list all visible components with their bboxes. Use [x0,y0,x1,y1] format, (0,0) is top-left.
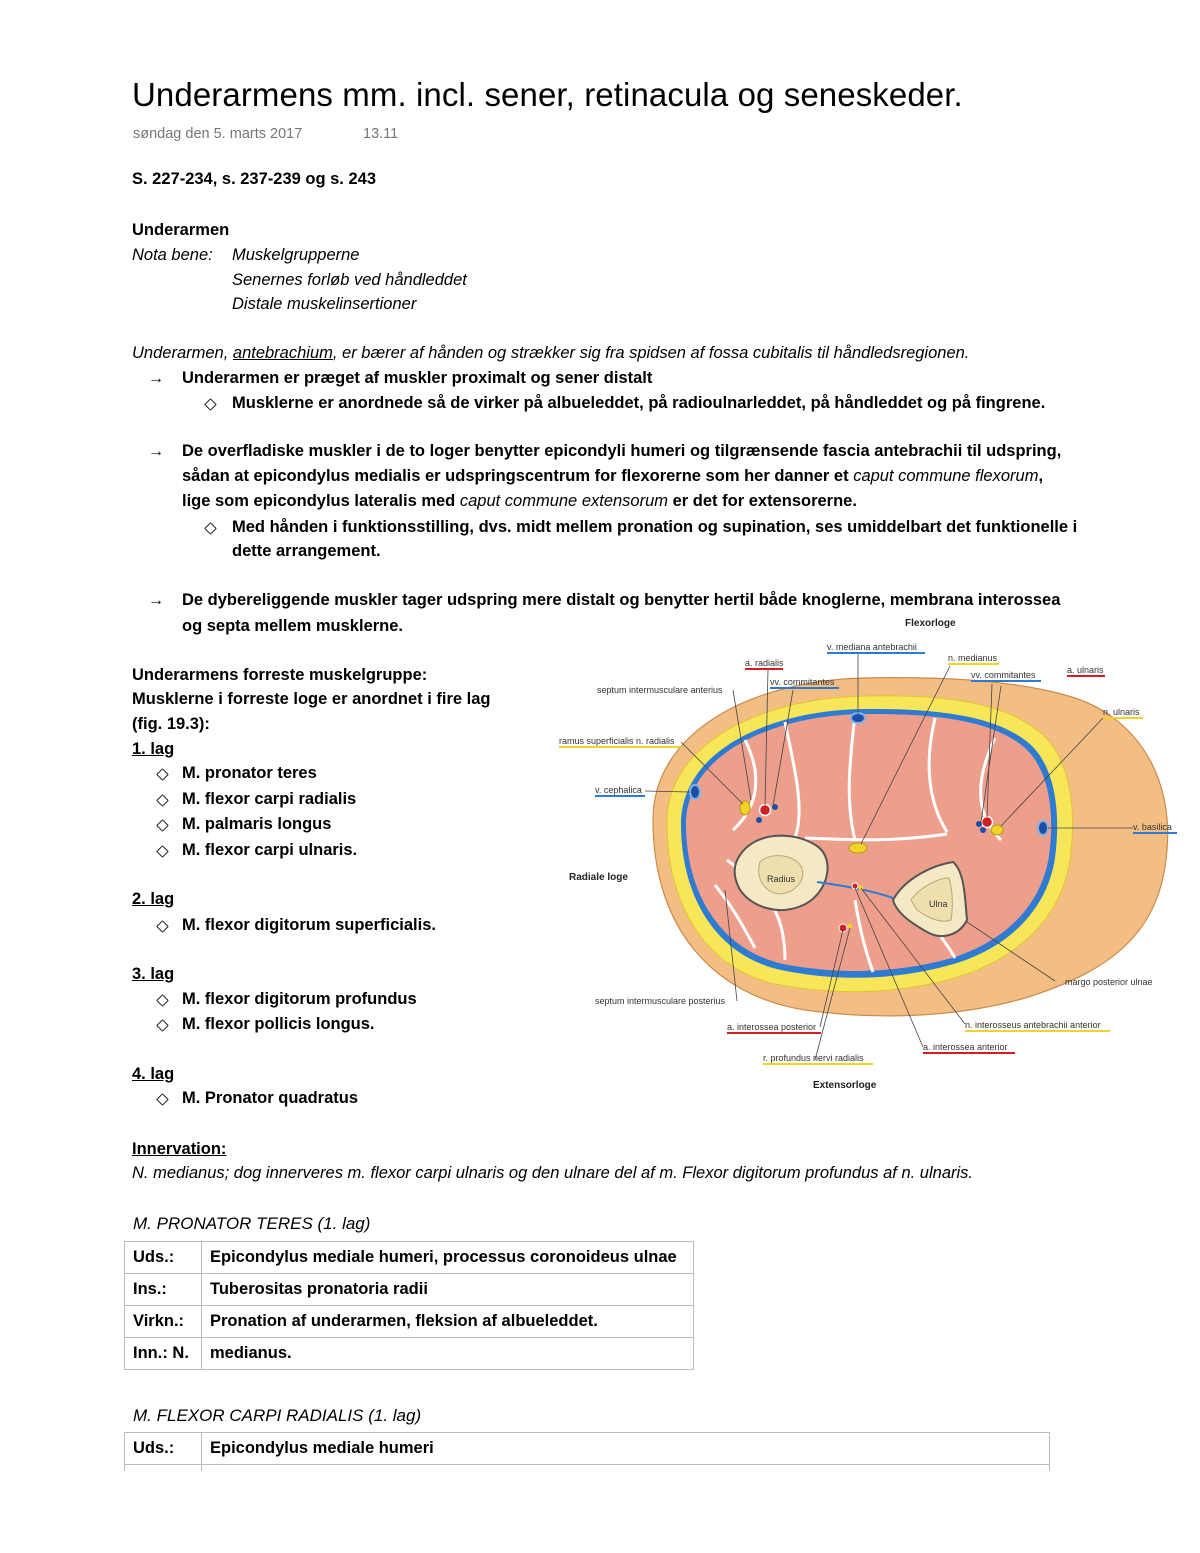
diamond-bullet-icon [156,1093,169,1106]
bullet-text: Underarmen er præget af muskler proximalt og sener distalt [182,369,653,387]
forearm-cross-section-figure [555,610,1185,1100]
nota-label: Nota bene: [132,246,213,264]
table-row [125,1433,1050,1465]
diamond-bullet-icon [156,819,169,832]
intro-post: , er bærer af hånden og strækker sig fra spidsen af fossa cubitalis til håndledsregionen. [332,344,970,362]
arrow-bullet-icon: → [148,592,164,609]
layer-label: 3. lag [132,965,175,983]
label-a-ulnaris: a. ulnaris [1067,665,1104,675]
n-ulnaris-nerve [991,825,1003,835]
bullet-text: De dybereliggende muskler tager udspring mere distalt og benytter hertil både knoglerne, membrana interossea [182,591,1061,609]
ramus-superficialis-nerve [740,801,750,815]
intro-pre: Underarmen, [132,344,233,362]
diamond-bullet-icon [156,920,169,933]
group-text: Musklerne i forreste loge er anordnet i fire lag [132,690,491,708]
innervation-heading: Innervation: [132,1140,227,1158]
table-row [125,1242,694,1274]
layer-item: M. flexor carpi ulnaris. [182,841,358,859]
table-heading: M. FLEXOR CARPI RADIALIS (1. lag) [133,1406,422,1425]
page-title: Underarmens mm. incl. sener, retinacula og seneskeder. [132,76,963,113]
table-value: Pronation af underarmen, fleksion af albueleddet. [202,1306,694,1338]
diamond-bullet-icon [156,845,169,858]
arrow-bullet-icon: → [148,443,164,460]
bullet-text-part: , [1038,467,1044,485]
table-value: Epicondylus mediale humeri [202,1433,1050,1465]
sub-bullet-text: dette arrangement. [232,542,381,560]
intro-term: antebrachium [232,344,333,362]
page-references: S. 227-234, s. 237-239 og s. 243 [132,170,376,188]
table-key: Uds.: [125,1242,202,1274]
v-cephalica-vessel [690,785,700,799]
layer-item: M. flexor digitorum superficialis. [182,916,436,934]
ulna-label: Ulna [929,899,948,909]
diamond-bullet-icon [156,794,169,807]
table-cell-empty [125,1465,202,1472]
label-flexorloge: Flexorloge [905,618,956,629]
label-a-radialis: a. radialis [745,658,784,668]
table-value: medianus. [202,1338,694,1370]
radius-label: Radius [767,874,796,884]
table-heading: M. PRONATOR TERES (1. lag) [133,1214,371,1233]
a-ulnaris-vessel [982,817,993,828]
diamond-bullet-icon [204,522,217,535]
label-n-ulnaris: n. ulnaris [1103,707,1140,717]
innervation-text: N. medianus; dog innerveres m. flexor carpi ulnaris og den ulnare del af m. Flexor digitorum profundus af n. ulnaris. [132,1164,974,1182]
label-a-interossea-posterior: a. interossea posterior [727,1022,817,1032]
bullet-text-italic: caput commune extensorum [459,492,669,510]
table-key: Inn.: N. [125,1338,202,1370]
label-septum-anterius: septum intermusculare anterius [597,685,723,695]
diamond-bullet-icon [156,768,169,781]
table-key: Uds.: [125,1433,202,1465]
table-row [125,1465,1050,1472]
label-n-medianus: n. medianus [948,653,998,663]
label-a-interossea-anterior: a. interossea anterior [923,1042,1008,1052]
layer-item: M. flexor digitorum profundus [182,990,417,1008]
diamond-bullet-icon [204,398,217,411]
group-text: (fig. 19.3): [132,715,210,733]
v-basilica-vessel [1038,821,1048,835]
v-mediana-vessel [851,713,865,723]
arrow-bullet-icon: → [148,370,164,387]
label-v-mediana: v. mediana antebrachii [827,642,917,652]
section-heading: Underarmen [132,221,230,239]
note-date: søndag den 5. marts 2017 [133,126,303,142]
n-medianus-nerve [849,843,867,853]
sub-bullet-text: Med hånden i funktionsstilling, dvs. midt mellem pronation og supination, ses umiddelbart det funktionelle i [232,518,1078,536]
label-extensorloge: Extensorloge [813,1080,877,1091]
bullet-text [182,492,857,511]
label-radiale-loge: Radiale loge [569,872,628,883]
bullet-text [182,467,1043,486]
muscle-table [124,1432,1050,1471]
intro-paragraph [132,344,969,363]
table-row [125,1274,694,1306]
table-key: Ins.: [125,1274,202,1306]
diamond-bullet-icon [156,994,169,1007]
layer-item: M. pronator teres [182,764,317,782]
group-heading: Underarmens forreste muskelgruppe: [132,666,428,684]
label-septum-posterius: septum intermusculare posterius [595,996,726,1006]
muscle-compartment [686,714,1051,971]
table-value: Tuberositas pronatoria radii [202,1274,694,1306]
label-r-profundus: r. profundus nervi radialis [763,1053,864,1063]
bullet-text-italic: caput commune flexorum [853,467,1039,485]
label-v-basilica: v. basilica [1133,822,1172,832]
sub-bullet-text: Musklerne er anordnede så de virker på albueleddet, på radioulnarleddet, på håndleddet og på fingrene. [232,394,1046,412]
bullet-text-part: lige som epicondylus lateralis med [182,492,460,510]
layer-item: M. Pronator quadratus [182,1089,359,1107]
label-vv-commitantes-left: vv. commitantes [770,677,835,687]
a-radialis-vessel [760,805,771,816]
label-v-cephalica: v. cephalica [595,785,642,795]
label-margo-posterior: margo posterior ulnae [1065,977,1153,987]
muscle-table [124,1241,694,1370]
nota-item: Muskelgrupperne [232,246,360,264]
layer-label: 1. lag [132,740,175,758]
bullet-text: og septa mellem musklerne. [182,617,404,635]
table-row [125,1306,694,1338]
layer-label: 2. lag [132,890,175,908]
layer-item: M. flexor pollicis longus. [182,1015,375,1033]
table-row [125,1338,694,1370]
layer-label: 4. lag [132,1065,175,1083]
layer-item: M. palmaris longus [182,815,332,833]
diamond-bullet-icon [156,1019,169,1032]
layer-item: M. flexor carpi radialis [182,790,357,808]
label-ramus-superficialis: ramus superficialis n. radialis [559,736,675,746]
table-cell-empty [202,1465,1050,1472]
label-vv-commitantes-right: vv. commitantes [971,670,1036,680]
nota-item: Distale muskelinsertioner [232,295,417,313]
bullet-text-part: sådan at epicondylus medialis er udspringscentrum for flexorerne som her danner et [182,467,854,485]
nota-item: Senernes forløb ved håndleddet [232,271,467,289]
label-n-interosseus: n. interosseus antebrachii anterior [965,1020,1101,1030]
table-value: Epicondylus mediale humeri, processus coronoideus ulnae [202,1242,694,1274]
bullet-text: De overfladiske muskler i de to loger benytter epicondyli humeri og tilgrænsende fascia antebrachii til udspring, [182,442,1062,460]
table-key: Virkn.: [125,1306,202,1338]
bullet-text-part: er det for extensorerne. [668,492,857,510]
note-time: 13.11 [363,126,399,142]
